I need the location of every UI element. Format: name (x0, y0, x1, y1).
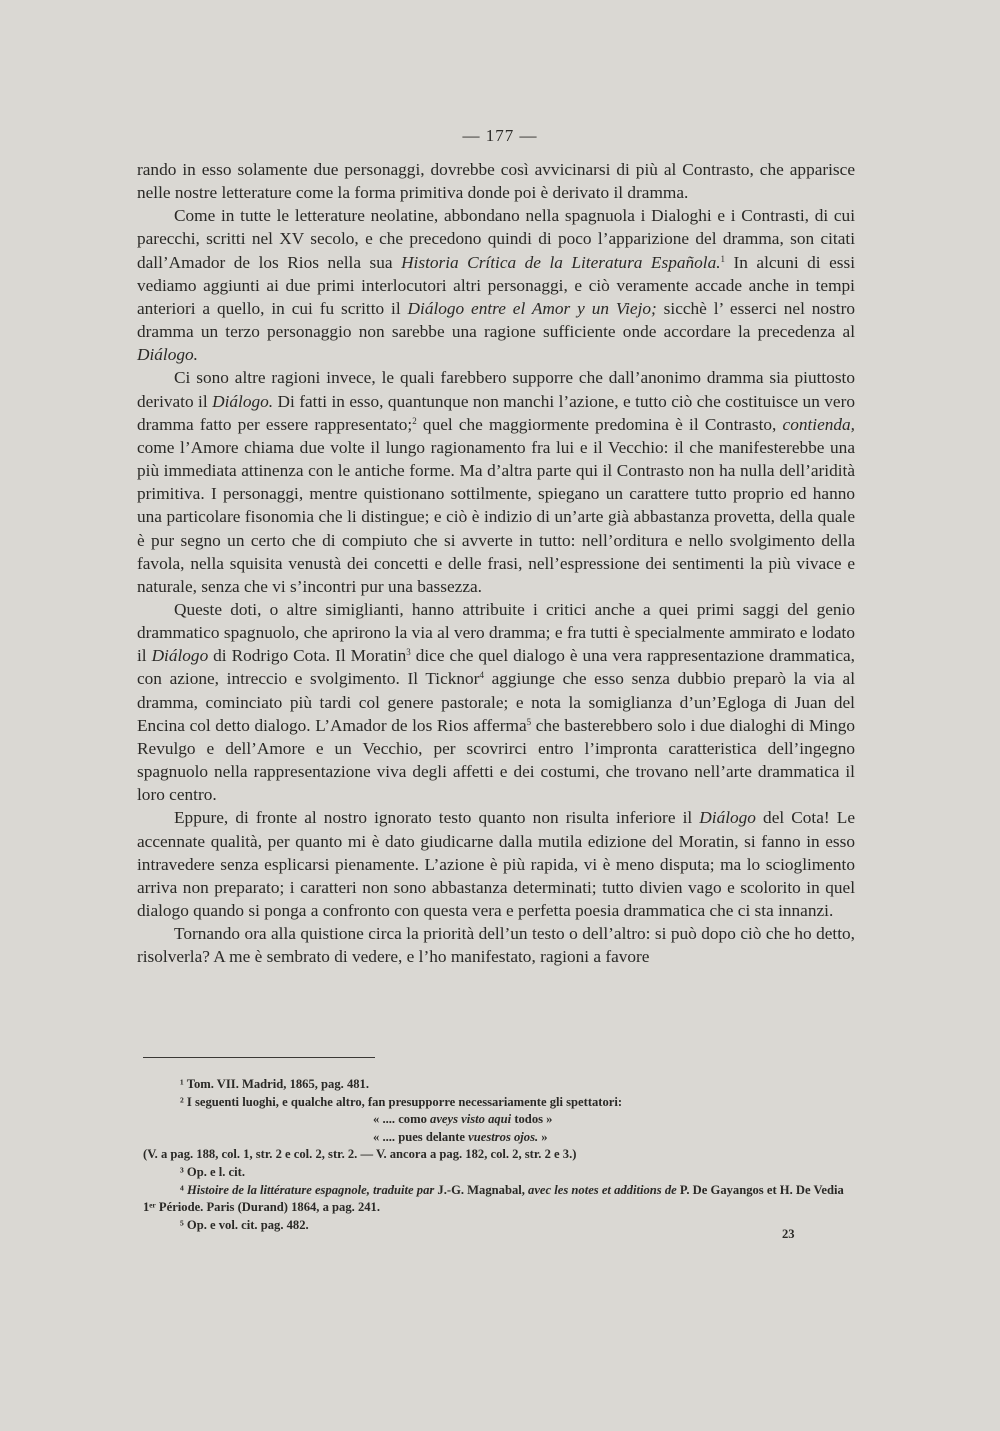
paragraph-6 (137, 922, 855, 968)
paragraph-1 (137, 158, 855, 204)
footnote-rule (143, 1057, 375, 1058)
italic-text: Diálogo (151, 646, 209, 666)
footnote-2: ² I seguenti luoghi, e qualche altro, fan presupporre necessariamente gli spettatori: (180, 1094, 623, 1109)
italic-text: Diálogo (699, 808, 756, 828)
footnote-5: ⁵ Op. e vol. cit. pag. 482. (180, 1217, 309, 1232)
paragraph-3 (137, 366, 855, 598)
footnote-1: ¹ Tom. VII. Madrid, 1865, pag. 481. (180, 1077, 369, 1091)
text-run: Eppure, di fronte al nostro ignorato testo quanto non risulta inferiore il (174, 808, 700, 828)
text-run: Come in tutte le letterature neolatine, abbondano nella spagnuola i Dialoghi e i Contrasti, di cui parecchi, scritti nel XV secolo, e che precedono quindi di poco l’apparizione del dramma, son citati dall’Amador de los Rios nella sua (137, 206, 855, 272)
footnote-4: ⁴ Histoire de la littérature espagnole, traduite par J.-G. Magnabal, avec les notes et additions de P. De Gayangos et H. De Vedia 1ᵉʳ Période. Paris (Durand) 1864, a pag. 241. (143, 1182, 844, 1215)
signature-mark: 23 (782, 1227, 795, 1241)
italic-text: Historia Crítica de la Literatura Española. (401, 252, 721, 272)
paragraph-2 (137, 204, 855, 366)
text-run: Tornando ora alla quistione circa la priorità dell’un testo o dell’altro: si può dopo ciò che ho detto, risolverla? A me è sembrato di vedere, e l’ho manifestato, ragioni a favore (137, 924, 855, 967)
italic-text: Diálogo. (137, 345, 198, 365)
text-run: sicchè l’ esserci nel nostro dramma un terzo personaggio non sarebbe una ragione sufficiente onde accordare la precedenza al (137, 298, 855, 342)
footnote-ref: 2 (412, 415, 417, 426)
main-text (137, 158, 855, 968)
footnote-ref: 5 (526, 716, 532, 727)
text-run: In alcuni di essi vediamo aggiunti ai due primi interlocutori altri personaggi, e ciò veramente accade anche in tempi anteriori a quello, in cui fu scritto il (137, 252, 856, 318)
text-run: di Rodrigo Cota. Il Moratin (208, 646, 407, 666)
italic-text: Diálogo entre el Amor y un Viejo; (407, 298, 657, 318)
text-run: dice che quel dialogo è una vera rappresentazione drammatica, con azione, intreccio e svolgimento. Il Ticknor (137, 646, 855, 689)
text-run: quel che maggiormente predomina è il Contrasto, (416, 414, 783, 434)
footnote-3: ³ Op. e l. cit. (180, 1164, 245, 1179)
text-run: del Cota! Le accennate qualità, per quanto mi è dato giudicarne dalla mutila edizione del Moratin, si fanno in esso intravedere senza esplicarsi pienamente. L’azione è più rapida, vi è meno disputa; ma lo scioglimento arriva non preparato; i caratteri non sono abbastanza determinati; tutto divien vago e scolorito in quel dialogo quando si ponga a confronto con questa vera e perfetta poesia drammatica che ci sta innanzi. (137, 808, 855, 920)
italic-text: Diálogo. (212, 391, 274, 411)
footnote-quote-2: « .... pues delante vuestros ojos. » (373, 1129, 548, 1144)
italic-text: contienda, (782, 414, 855, 434)
footnotes (143, 1076, 858, 1234)
text-run: Queste doti, o altre simiglianti, hanno attribuite i critici anche a quei primi saggi del genio drammatico spagnuolo, che aprirono la via al vero dramma; e fra tutti è specialmente ammirato e lodato il (137, 599, 855, 666)
footnote-2-reference: (V. a pag. 188, col. 1, str. 2 e col. 2, str. 2. — V. ancora a pag. 182, col. 2, str. 2 e 3.) (143, 1147, 577, 1162)
footnote-quote-1: « .... como aveys visto aqui todos » (373, 1112, 553, 1127)
text-run: Ci sono altre ragioni invece, le quali farebbero supporre che dall’anonimo dramma sia piuttosto derivato il (137, 368, 855, 411)
page-number: — 177 — (462, 126, 538, 145)
footnote-ref: 1 (720, 253, 726, 264)
paragraph-4 (137, 598, 855, 806)
text-run: come l’Amore chiama due volte il lungo ragionamento fra lui e il Vecchio: il che manifesterebbe una più immediata attinenza con le antiche forme. Ma d’altra parte qui il Contrasto non ha nulla dell’aridità primitiva. I personaggi, mentre quistionano sottilmente, spiegano un carattere tutto proprio ed hanno una particolare fisonomia che li distingue; e ciò è indizio di un’arte già abbastanza provetta, della quale è pur segno un certo che di compiuto che si avverte in tutto: nell’orditura e nello svolgimento della favola, nella squisita venustà dei concetti e delle frasi, nell’espressione dei sentimenti la più vivace e naturale, senza che vi s’incontri pur una bassezza. (137, 437, 855, 596)
text-run: rando in esso solamente due personaggi, dovrebbe così avvicinarsi di più al Contrasto, che apparisce nelle nostre letterature come la forma primitiva donde poi è derivato il dramma. (137, 160, 855, 203)
footnote-ref: 4 (479, 670, 484, 681)
footnote-ref: 3 (406, 647, 411, 658)
paragraph-5 (137, 806, 855, 922)
text-run: Di fatti in esso, quantunque non manchi l’azione, e tutto ciò che costituisce un vero dramma fatto per essere rappresentato; (137, 391, 855, 434)
text-run: che basterebbero solo i due dialoghi di Mingo Revulgo e dell’Amore e un Vecchio, per scovrirci entro l’impronta caratteristica dell’ingegno spagnuolo nella rappresentazione viva degli affetti e dei costumi, che trovano nell’arte drammatica il loro centro. (137, 715, 855, 805)
text-run: aggiunge che esso senza dubbio preparò la via al dramma, cominciato più tardi col genere pastorale; e nota la somiglianza d’un’Egloga di Juan del Encina col detto dialogo. L’Amador de los Rios afferma (137, 669, 855, 735)
